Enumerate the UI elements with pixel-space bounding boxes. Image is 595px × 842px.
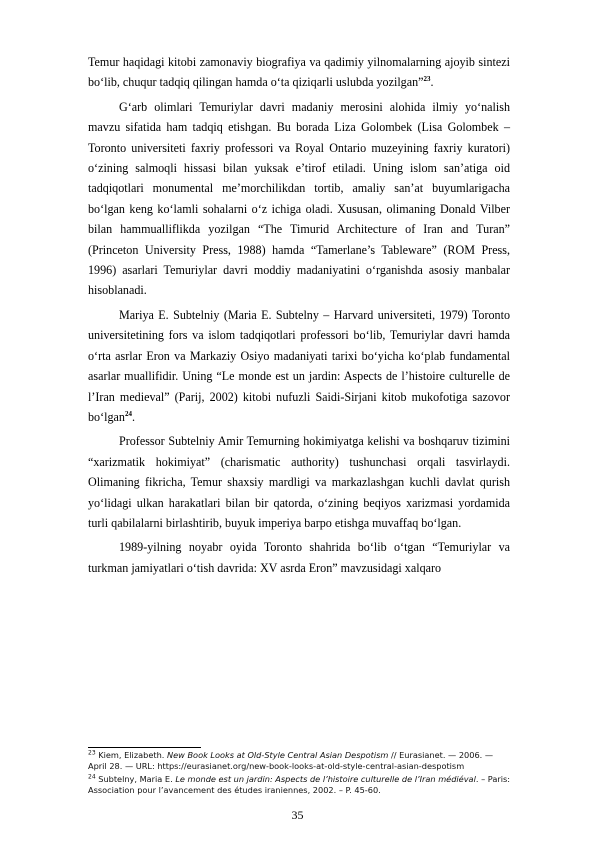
footnotes — [88, 750, 510, 798]
footnote-author: Kiem, Elizabeth. — [95, 750, 167, 760]
footnote-source: . – Paris: Association pour l’avancement des études iraniennes, 2002. – P. 45-60. — [88, 773, 511, 796]
body-text — [88, 52, 510, 582]
footnote-23 — [88, 750, 510, 773]
footnote-number: 24 — [88, 773, 96, 781]
paragraph-3-tail: . — [131, 409, 135, 424]
paragraph-5: 1989-yilning noyabr oyida Toronto shahrida bo‘lib o‘tgan “Temuriylar va turkman jamiyatlari o‘tish davrida: XV asrda Eron” mavzusidagi xalqaro — [88, 540, 510, 575]
paragraph-2: G‘arb olimlari Temuriylar davri madaniy merosini alohida ilmiy yo‘nalish mavzu sifatida ham tadqiq etishgan. Bu borada Liza Golombek (Lisa Golombek – Toronto universiteti faxriy professori va Royal Ontario muzeyining faxriy kuratori) o‘zining salmoqli hissasi bilan yuksak e’tirof etiladi. Uning islom san’atiga oid tadqiqotlari monumental me’morchilikdan tortib, amaliy san’at buyumlarigacha bo‘lgan keng ko‘lamli sohalarni o‘z ichiga oladi. Xususan, olimaning Donald Vilber bilan hammualliflikda yozilgan “The Timurid Architecture of Iran and Turan” (Princeton University Press, 1988) hamda “Tamerlane’s Tableware” (ROM Press, 1996) asarlari Temuriylar davri moddiy madaniyatini o‘rganishda asosiy manbalar hisoblanadi. — [88, 99, 510, 298]
footnote-number: 23 — [88, 749, 96, 757]
paragraph-1-text: Temur haqidagi kitobi zamonaviy biografiya va qadimiy yilnomalarning ajoyib sintezi bo‘lib, chuqur tadqiq qilingan hamda o‘ta qiziqarli uslubda yozilgan” — [88, 55, 510, 90]
footnote-source[interactable]: // Eurasianet. — 2006. — April 28. — URL: https://eurasianet.org/new-book-looks-at-old-style-central-asian-despotism — [88, 750, 494, 772]
footnote-title: New Book Looks at Old-Style Central Asian Despotism — [166, 750, 389, 760]
footnote-ref-23[interactable]: 23 — [423, 75, 431, 84]
paragraph-4: Professor Subtelniy Amir Temurning hokimiyatga kelishi va boshqaruv tizimini “xarizmatik hokimiyat” (charismatic authority) tushunchasi orqali tasvirlaydi. Olimaning fikricha, Temur shaxsiy mardligi va markazlashgan kuchli davlat qurish yo‘lidagi ulkan harakatlari bilan bir qatorda, o‘zining beqiyos xarizmasi yordamida turli qabilalarni birlashtirib, buyuk imperiya barpo etishga muvaffaq bo‘lgan. — [88, 434, 510, 530]
page-number: 35 — [291, 808, 304, 822]
footnote-24 — [88, 774, 510, 797]
paragraph-3-text: Mariya E. Subtelniy (Maria E. Subtelny – Harvard universiteti, 1979) Toronto universitetining fors va islom tadqiqotlari professori bo‘lib, Temuriylar davri hamda o‘rta asrlar Eron va Markaziy Osiyo madaniyati tarixi bo‘yicha ko‘plab fundamental asarlar muallifidir. Uning “Le monde est un jardin: Aspects de l’histoire culturelle de l’Iran medieval” (Parij, 2002) kitobi nufuzli Saidi-Sirjani kitob mukofotiga sazovor bo‘lgan — [88, 307, 510, 424]
footnote-ref-24[interactable]: 24 — [124, 409, 132, 418]
footnote-title: Le monde est un jardin: Aspects de l’histoire culturelle de l’Iran médiéval — [175, 773, 476, 784]
footnote-separator — [88, 747, 201, 748]
footnote-author: Subtelny, Maria E. — [95, 773, 176, 784]
paragraph-1-tail: . — [430, 75, 434, 90]
paragraph-1 — [88, 52, 510, 93]
paragraph-3 — [88, 305, 510, 427]
